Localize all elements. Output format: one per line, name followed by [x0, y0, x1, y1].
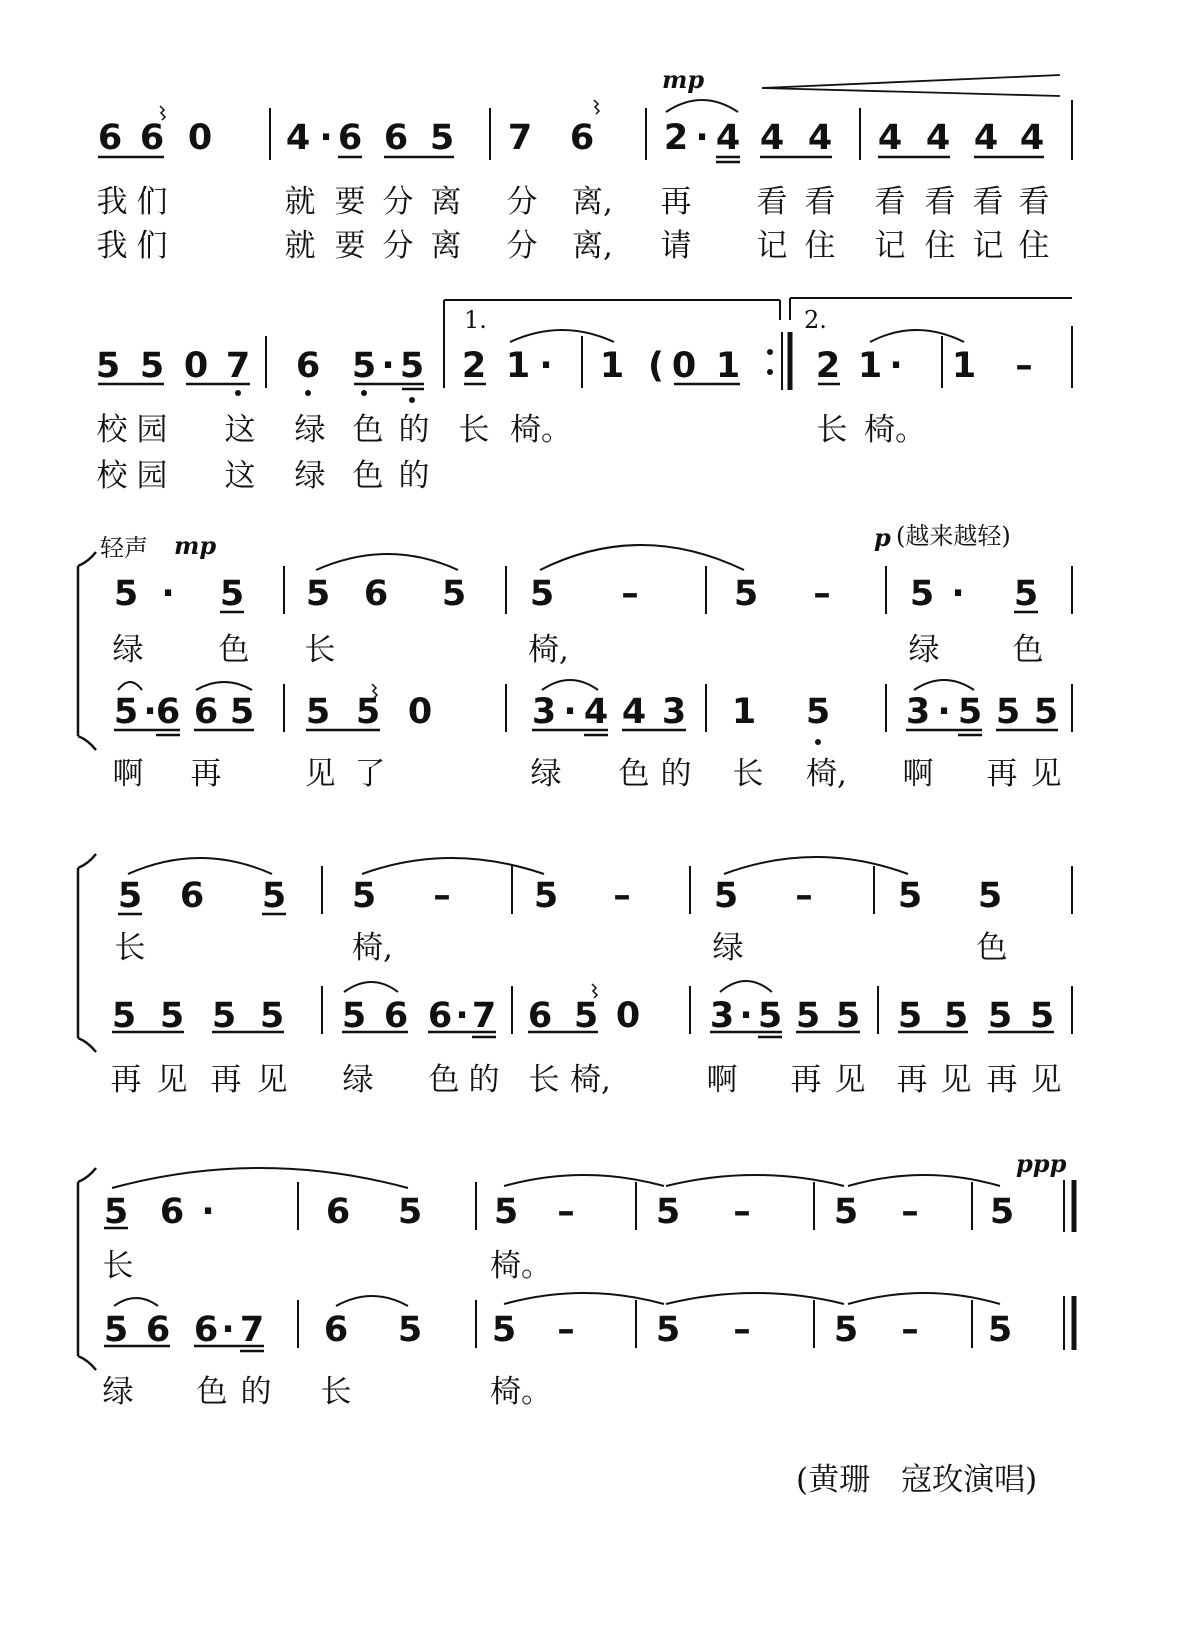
lyric: 色 [352, 458, 384, 494]
lyric: 再 [110, 1062, 142, 1098]
lyric: 园 [136, 412, 168, 448]
note: 6 [337, 118, 363, 158]
augmentation-dot: · [319, 118, 333, 158]
lyric: 长 [732, 756, 764, 792]
lyric: 看 [804, 184, 836, 220]
lyric: 这 [224, 458, 256, 494]
lyric: 椅。 [510, 412, 572, 448]
dash: – [795, 876, 813, 916]
lyric: 看 [756, 184, 788, 220]
lyric: 要 [334, 228, 366, 264]
note: 5 [833, 1192, 859, 1232]
note: 0 [183, 346, 209, 386]
augmentation-dot: · [455, 996, 469, 1036]
lyric: 再 [986, 1062, 1018, 1098]
lyric: 见 [940, 1062, 972, 1098]
paren: ( [648, 346, 664, 386]
annotation-softer: (越来越轻) [896, 522, 1011, 550]
note: 7 [471, 996, 497, 1036]
lyric: 椅。 [864, 412, 926, 448]
lyric: 绿 [712, 930, 744, 966]
note: 4 [285, 118, 311, 158]
dynamic-mp: mp [174, 531, 217, 560]
lyric: 要 [334, 184, 366, 220]
note: 4 [715, 118, 741, 158]
note: 5 [713, 876, 739, 916]
note: 5 [995, 692, 1021, 732]
lyric: 校 [96, 412, 128, 448]
note: 5 [351, 876, 377, 916]
lyric: 校 [96, 458, 128, 494]
note: 5 [305, 692, 331, 732]
note: 5 [835, 996, 861, 1036]
lyric: 长 [458, 412, 490, 448]
lyric: 长 [528, 1062, 560, 1098]
lyric: 我 [96, 228, 128, 264]
note: 6 [139, 118, 165, 158]
lyric: 看 [1018, 184, 1050, 220]
lyric: 长 [304, 632, 336, 668]
note: 5 [113, 692, 139, 732]
lyric: 们 [136, 228, 168, 264]
lyric: 的 [468, 1062, 500, 1098]
lyric: 分 [506, 184, 538, 220]
note: 6 [193, 1310, 219, 1350]
lyric: 绿 [102, 1374, 134, 1410]
dynamic-p: p [874, 523, 891, 552]
note: 6 [363, 574, 389, 614]
lyric: 椅, [528, 632, 569, 668]
lyric: 园 [136, 458, 168, 494]
note: 5 [397, 1192, 423, 1232]
note: 5 [897, 996, 923, 1036]
augmentation-dot: · [161, 574, 175, 614]
note: 1 [857, 346, 883, 386]
augmentation-dot: · [951, 574, 965, 614]
note: 6 [527, 996, 553, 1036]
lyric: 椅。 [490, 1374, 552, 1410]
note: 4 [807, 118, 833, 158]
lyric: 啊 [706, 1062, 738, 1098]
note: 5 [341, 996, 367, 1036]
note: 1 [715, 346, 741, 386]
note: 4 [1019, 118, 1045, 158]
dash: – [813, 574, 831, 614]
lyric: 离, [572, 184, 613, 220]
augmentation-dot: · [381, 346, 395, 386]
note: 7 [507, 118, 533, 158]
note: 1 [951, 346, 977, 386]
dynamic-mp: mp [662, 65, 705, 94]
augmentation-dot: · [201, 1192, 215, 1232]
note: 1 [505, 346, 531, 386]
lyric: 就 [284, 228, 316, 264]
volta-1-label: 1. [464, 306, 487, 334]
note: 4 [877, 118, 903, 158]
note: 5 [355, 692, 381, 732]
lyric: 椅, [570, 1062, 611, 1098]
lyric: 色 [1012, 632, 1044, 668]
dash: – [557, 1310, 575, 1350]
augmentation-dot: · [143, 692, 157, 732]
dash: – [901, 1310, 919, 1350]
lyric: 记 [874, 228, 906, 264]
lyric: 绿 [342, 1062, 374, 1098]
lyric: 椅, [806, 756, 847, 792]
lyric: 绿 [294, 458, 326, 494]
lyric: 我 [96, 184, 128, 220]
note: 5 [211, 996, 237, 1036]
note: 4 [973, 118, 999, 158]
lyric: 见 [156, 1062, 188, 1098]
lyric: 见 [304, 756, 336, 792]
lyric: 色 [218, 632, 250, 668]
note: 5 [229, 692, 255, 732]
augmentation-dot: · [563, 692, 577, 732]
note: 6 [323, 1310, 349, 1350]
lyric: 绿 [294, 412, 326, 448]
lyric: 分 [382, 228, 414, 264]
note: 5 [757, 996, 783, 1036]
lyric: 记 [756, 228, 788, 264]
note: 5 [987, 1310, 1013, 1350]
lyric: 色 [976, 930, 1008, 966]
note: 5 [733, 574, 759, 614]
dash: – [433, 876, 451, 916]
lyric: 啊 [112, 756, 144, 792]
note: 6 [295, 346, 321, 386]
note: 5 [397, 1310, 423, 1350]
augmentation-dot: · [221, 1310, 235, 1350]
lyric: 再 [660, 184, 692, 220]
note: 5 [1013, 574, 1039, 614]
lyric: 椅, [352, 930, 393, 966]
note: 5 [113, 574, 139, 614]
lyric: 这 [224, 412, 256, 448]
note: 7 [225, 346, 251, 386]
note: 3 [905, 692, 931, 732]
lyric: 了 [354, 756, 386, 792]
note: 5 [943, 996, 969, 1036]
note: 5 [977, 876, 1003, 916]
note: 2 [815, 346, 841, 386]
lyric: 绿 [530, 756, 562, 792]
note: 0 [407, 692, 433, 732]
performer-credit: (黄珊 寇玫演唱) [796, 1462, 1038, 1498]
lyric: 看 [874, 184, 906, 220]
note: 5 [533, 876, 559, 916]
lyric: 的 [398, 458, 430, 494]
note: 6 [97, 118, 123, 158]
note: 2 [461, 346, 487, 386]
note: 5 [441, 574, 467, 614]
note: 5 [987, 996, 1013, 1036]
dynamic-ppp: ppp [1016, 1149, 1067, 1178]
note: 5 [139, 346, 165, 386]
note: 0 [615, 996, 641, 1036]
lyric: 见 [834, 1062, 866, 1098]
volta-2-label: 2. [804, 306, 827, 334]
lyric: 再 [210, 1062, 242, 1098]
lyric: 看 [972, 184, 1004, 220]
lyric: 的 [398, 412, 430, 448]
lyric: 再 [896, 1062, 928, 1098]
note: 5 [259, 996, 285, 1036]
note: 5 [805, 692, 831, 732]
note: 5 [103, 1192, 129, 1232]
lyric: 再 [790, 1062, 822, 1098]
note: 1 [599, 346, 625, 386]
note: 6 [193, 692, 219, 732]
augmentation-dot: · [889, 346, 903, 386]
note: 5 [493, 1192, 519, 1232]
lyric: 长 [320, 1374, 352, 1410]
note: 5 [529, 574, 555, 614]
lyric: 住 [1018, 228, 1050, 264]
note: 4 [583, 692, 609, 732]
note: 3 [709, 996, 735, 1036]
note: 3 [661, 692, 687, 732]
lyric: 色 [618, 756, 650, 792]
note: 5 [957, 692, 983, 732]
note: 5 [573, 996, 599, 1036]
note: 5 [399, 346, 425, 386]
note: 5 [261, 876, 287, 916]
note: 6 [383, 118, 409, 158]
lyric: 分 [506, 228, 538, 264]
note: 5 [795, 996, 821, 1036]
lyric: 的 [660, 756, 692, 792]
note: 5 [111, 996, 137, 1036]
lyric: 离 [430, 228, 462, 264]
note: 5 [655, 1192, 681, 1232]
dash: – [733, 1310, 751, 1350]
lyric: 住 [804, 228, 836, 264]
note: 5 [351, 346, 377, 386]
note: 5 [655, 1310, 681, 1350]
note: 5 [833, 1310, 859, 1350]
dash: – [557, 1192, 575, 1232]
note: 5 [103, 1310, 129, 1350]
lyric: 们 [136, 184, 168, 220]
lyric: 就 [284, 184, 316, 220]
lyric: 长 [114, 930, 146, 966]
lyric: 色 [196, 1374, 228, 1410]
note: 4 [621, 692, 647, 732]
note: 5 [305, 574, 331, 614]
note: 6 [569, 118, 595, 158]
lyric: 再 [190, 756, 222, 792]
note: 6 [159, 1192, 185, 1232]
lyric: 色 [352, 412, 384, 448]
dash: – [733, 1192, 751, 1232]
note: 2 [663, 118, 689, 158]
note: 4 [925, 118, 951, 158]
note: 5 [1029, 996, 1055, 1036]
note: 5 [95, 346, 121, 386]
note: 5 [909, 574, 935, 614]
dash: – [901, 1192, 919, 1232]
note: 5 [117, 876, 143, 916]
augmentation-dot: · [739, 996, 753, 1036]
dash: – [621, 574, 639, 614]
lyric: 看 [924, 184, 956, 220]
lyric: 再 [986, 756, 1018, 792]
lyric: 椅。 [490, 1248, 552, 1284]
note: 1 [731, 692, 757, 732]
augmentation-dot: · [695, 118, 709, 158]
lyric: 绿 [112, 632, 144, 668]
lyric: 离 [430, 184, 462, 220]
note: 5 [989, 1192, 1015, 1232]
note: 3 [531, 692, 557, 732]
note: 5 [897, 876, 923, 916]
augmentation-dot: · [937, 692, 951, 732]
lyric: 长 [816, 412, 848, 448]
note: 6 [155, 692, 181, 732]
lyric: 见 [1030, 756, 1062, 792]
note: 5 [219, 574, 245, 614]
note: 6 [325, 1192, 351, 1232]
lyric: 见 [256, 1062, 288, 1098]
note: 6 [179, 876, 205, 916]
note: 6 [427, 996, 453, 1036]
lyric: 绿 [908, 632, 940, 668]
lyric: 离, [572, 228, 613, 264]
lyric: 色 [428, 1062, 460, 1098]
lyric: 见 [1030, 1062, 1062, 1098]
annotation-soft-voice: 轻声 [100, 534, 148, 562]
note: 7 [239, 1310, 265, 1350]
note: 5 [429, 118, 455, 158]
lyric: 分 [382, 184, 414, 220]
note: 0 [187, 118, 213, 158]
augmentation-dot: · [539, 346, 553, 386]
dash: – [1015, 346, 1033, 386]
lyric: 长 [102, 1248, 134, 1284]
note: 4 [759, 118, 785, 158]
note: 6 [145, 1310, 171, 1350]
note: 5 [491, 1310, 517, 1350]
note: 6 [383, 996, 409, 1036]
lyric: 记 [972, 228, 1004, 264]
dash: – [613, 876, 631, 916]
lyric: 的 [240, 1374, 272, 1410]
note: 5 [159, 996, 185, 1036]
lyric: 住 [924, 228, 956, 264]
note: 5 [1033, 692, 1059, 732]
lyric: 啊 [902, 756, 934, 792]
note: 0 [671, 346, 697, 386]
lyric: 请 [660, 228, 692, 264]
